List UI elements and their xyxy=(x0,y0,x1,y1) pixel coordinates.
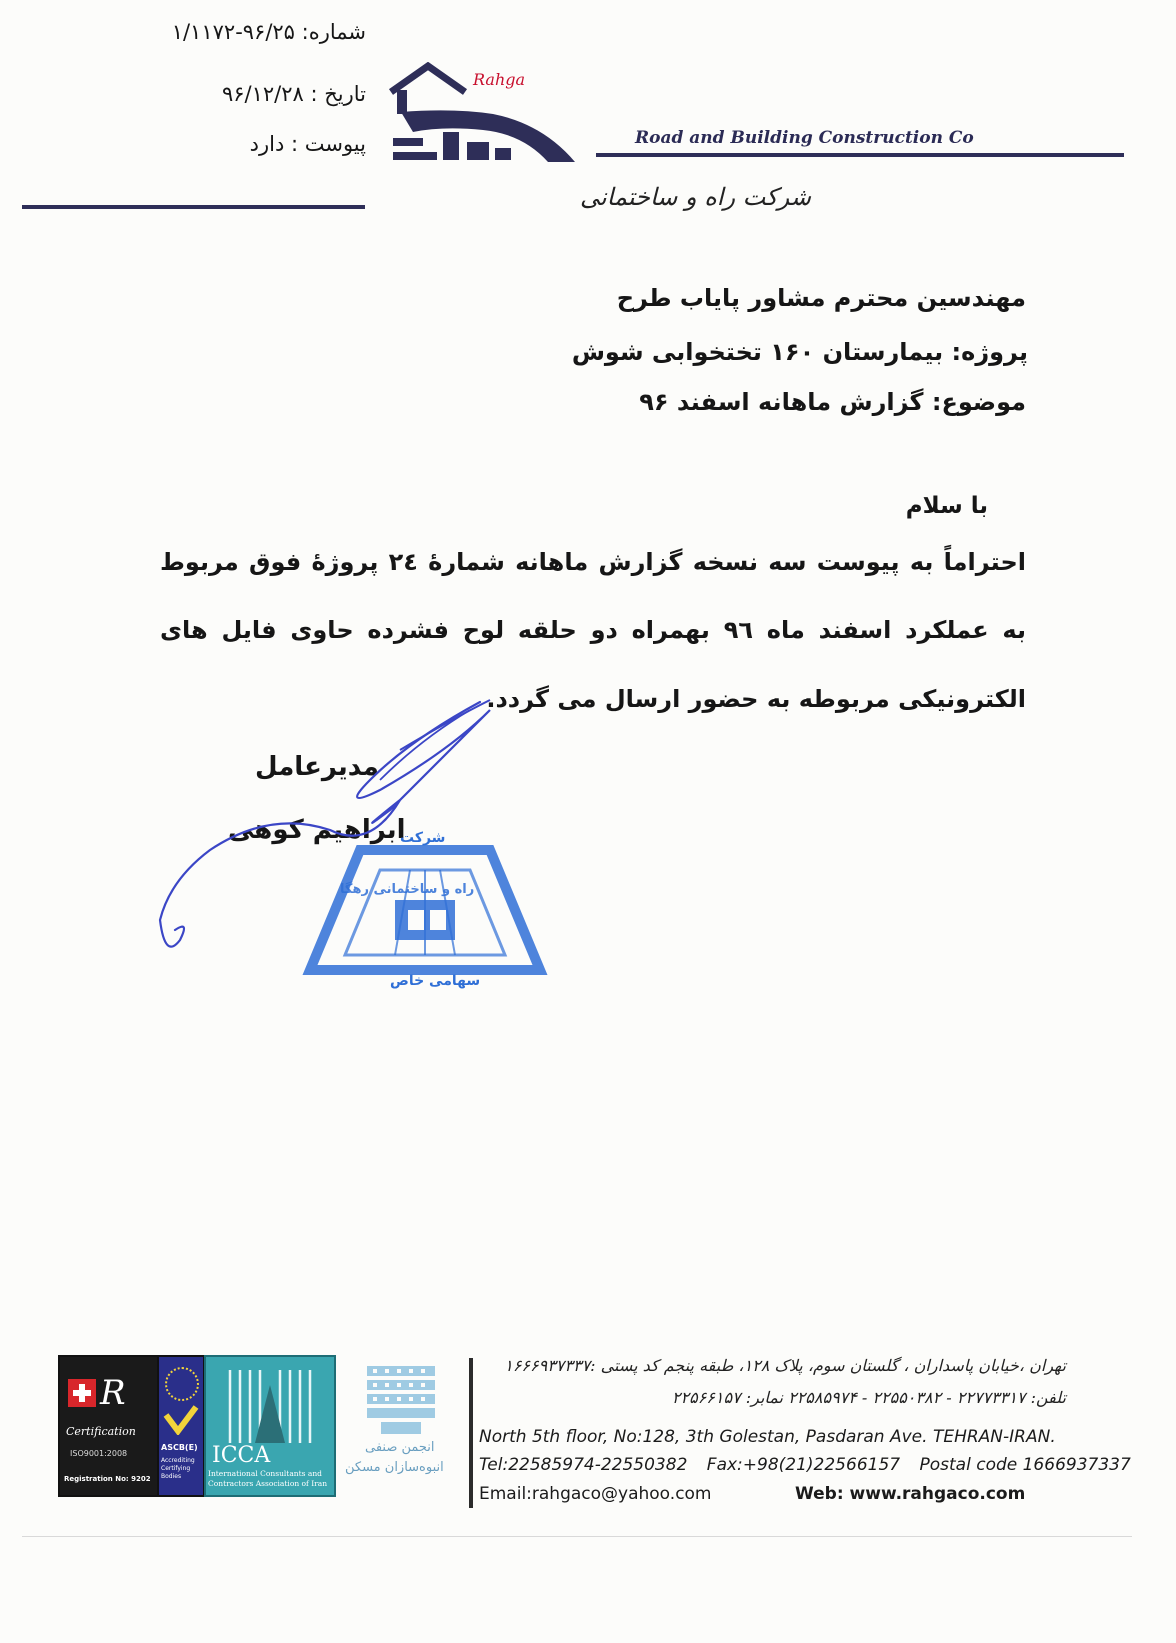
cert-registration: Registration No: 9202 xyxy=(64,1475,151,1483)
check-mark-icon xyxy=(163,1405,199,1435)
footer-postal: Postal code 1666937337 xyxy=(919,1455,1131,1475)
body-line-2: به عملکرد اسفند ماه ٩٦ بهمراه دو حلقه لوح فشرده حاوی فایل های xyxy=(160,616,1026,644)
building-columns-icon xyxy=(220,1365,320,1445)
logo-brand-latin: Rahga xyxy=(473,70,526,89)
company-name-fa: شرکت راه و ساختمانی xyxy=(580,183,812,211)
eu-stars-icon xyxy=(165,1367,199,1401)
footer-address-en xyxy=(479,1427,1056,1447)
stamp-text-ring: راه و ساختمانی رهگا xyxy=(340,882,475,897)
stamp-seal-icon xyxy=(300,830,550,995)
ascb-sub: Accrediting Certifying Bodies xyxy=(161,1457,195,1480)
bottom-scan-edge xyxy=(22,1536,1132,1537)
recipient-line: مهندسین محترم مشاور پایاب طرح xyxy=(616,284,1026,312)
letter-date: تاریخ : ۹۶/۱۲/۲۸ xyxy=(221,82,366,106)
cert-brand-letter: R xyxy=(100,1373,126,1413)
letter-meta xyxy=(96,14,366,164)
cert-label: Certification xyxy=(66,1425,136,1438)
company-stamp xyxy=(300,830,550,995)
ascb-badge xyxy=(157,1355,205,1497)
stamp-text-top: شرکت xyxy=(400,830,446,846)
footer-fax: Fax:+98(21)22566157 xyxy=(706,1455,901,1475)
icca-sub: International Consultants and Contractors Association of Iran xyxy=(208,1469,328,1488)
swiss-cross-icon xyxy=(68,1379,96,1407)
certification-badge xyxy=(58,1355,160,1497)
footer-address-en-text: North 5th floor, No:128, 3th Golestan, Pasdaran Ave. TEHRAN-IRAN. xyxy=(479,1427,1056,1447)
footer-phone-fa: تلفن: ۲۲۷۷۳۳۱۷ - ۲۲۵۵۰۳۸۲ - ۲۲۵۸۵۹۷۴ نمابر: ۲۲۵۶۶۱۵۷ xyxy=(671,1388,1066,1407)
mass-builders-association-logo xyxy=(345,1360,457,1480)
footer-tel: Tel:22585974-22550382 xyxy=(479,1455,688,1475)
footer-address-fa: تهران ،خیابان پاسداران ، گلستان سوم، پلاک ۱۲۸، طبقه پنجم کد پستی :۱۶۶۶۹۳۷۳۳۷ xyxy=(504,1356,1066,1375)
icca-label: ICCA xyxy=(212,1443,271,1468)
company-logo xyxy=(383,62,583,172)
footer-contact-line xyxy=(479,1455,1131,1475)
ascb-label: ASCB(E) xyxy=(161,1443,198,1452)
letter-number: شماره: ۹۶/۲۵-۱/۱۱۷۲ xyxy=(171,20,366,44)
letter-attachment: پیوست : دارد xyxy=(249,132,366,156)
building-grid-icon xyxy=(345,1360,457,1436)
company-name-en: Road and Building Construction Co xyxy=(635,128,974,148)
icca-badge xyxy=(204,1355,336,1497)
body-line-1: احتراماً به پیوست سه نسخه گزارش ماهانه شمارۀ ٢٤ پروژۀ فوق مربوط xyxy=(160,548,1026,576)
greeting: با سلام xyxy=(905,493,988,519)
header-left-rule xyxy=(22,205,365,209)
subject-line: موضوع: گزارش ماهانه اسفند ۹۶ xyxy=(639,388,1026,416)
cert-iso: ISO9001:2008 xyxy=(70,1449,128,1458)
footer-divider xyxy=(469,1358,473,1508)
association-name-2: انبوه‌سازان مسکن xyxy=(345,1460,444,1475)
body-line-3: الکترونیکی مربوطه به حضور ارسال می گردد. xyxy=(486,685,1026,713)
association-name-1: انجمن صنفی xyxy=(365,1440,435,1455)
stamp-text-bottom: سهامی خاص xyxy=(390,973,481,989)
project-line: پروژه: بیمارستان ۱۶۰ تختخوابی شوش xyxy=(571,338,1028,366)
footer-email[interactable]: Email:rahgaco@yahoo.com xyxy=(479,1484,712,1504)
signatory-title: مدیرعامل xyxy=(255,752,379,782)
header-right-rule xyxy=(596,153,1124,157)
signatory-name: ابراهیم کوهی xyxy=(228,815,406,845)
footer-website[interactable]: Web: www.rahgaco.com xyxy=(795,1484,1026,1504)
